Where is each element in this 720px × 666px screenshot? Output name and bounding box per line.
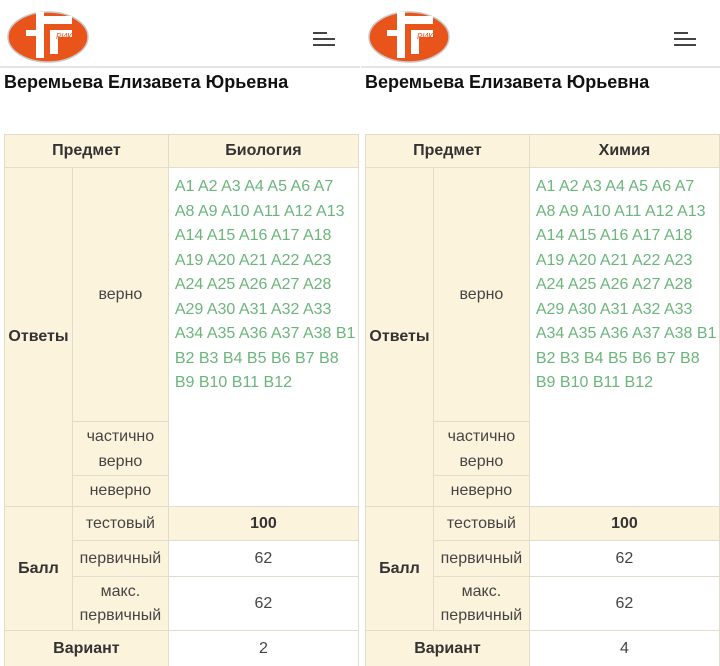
- partial-label: частично верно: [433, 422, 529, 476]
- subject-name: Химия: [529, 135, 719, 168]
- answer-item: B2: [174, 349, 195, 367]
- answer-item: A30: [206, 300, 236, 318]
- answer-item: A15: [206, 227, 236, 244]
- answer-item: A26: [599, 276, 629, 293]
- test-score-label: тестовый: [433, 507, 529, 541]
- answer-item: A38: [302, 325, 332, 342]
- answer-item: A38: [663, 325, 693, 342]
- answer-item: B5: [246, 349, 267, 367]
- correct-answers-list: [168, 168, 358, 507]
- primary-score-value: 62: [529, 541, 719, 577]
- header-divider: [361, 66, 720, 68]
- answer-item: A18: [302, 227, 332, 244]
- answer-item: A21: [238, 251, 268, 269]
- answer-item: A14: [535, 227, 565, 244]
- wrong-label: неверно: [72, 476, 168, 507]
- partial-label: частично верно: [72, 422, 168, 476]
- answer-item: B9: [174, 374, 195, 391]
- answer-item: A4: [605, 178, 625, 195]
- answer-item: B3: [559, 349, 580, 367]
- answers-label: Ответы: [5, 168, 73, 507]
- answer-item: A31: [599, 300, 629, 318]
- answer-item: A34: [535, 325, 565, 342]
- max-primary-label: макс. первичный: [72, 577, 168, 631]
- person-name: Веремьева Елизавета Юрьевна: [4, 72, 289, 92]
- answer-item: B11: [592, 374, 621, 391]
- answer-item: B10: [559, 374, 589, 391]
- correct-answers-list: [529, 168, 719, 507]
- answer-item: A11: [614, 202, 642, 220]
- answer-item: A12: [283, 202, 313, 220]
- site-header: [0, 0, 360, 66]
- results-table: [4, 134, 359, 666]
- answer-item: A28: [302, 276, 332, 293]
- logo-text: РИКЗ: [417, 32, 438, 41]
- answer-item: A3: [582, 178, 602, 195]
- score-label: Балл: [5, 507, 73, 631]
- answer-item: A24: [535, 276, 565, 293]
- answer-item: A23: [302, 251, 332, 269]
- answer-item: A33: [663, 300, 693, 318]
- answer-item: A35: [206, 325, 236, 342]
- header-divider: [0, 66, 360, 68]
- answer-item: A10: [582, 202, 611, 220]
- answer-item: A4: [244, 178, 264, 195]
- answer-item: A1: [174, 178, 195, 195]
- answer-item: A29: [174, 300, 204, 318]
- answer-item: A15: [567, 227, 597, 244]
- answer-item: A21: [599, 251, 629, 269]
- result-panel-chemistry: [361, 0, 720, 666]
- answer-item: A8: [174, 202, 195, 220]
- answer-item: A9: [197, 202, 218, 220]
- answer-item: A2: [197, 178, 218, 195]
- answer-item: A18: [663, 227, 693, 244]
- answer-item: A19: [535, 251, 565, 269]
- answer-item: A33: [302, 300, 332, 318]
- answer-item: A25: [567, 276, 597, 293]
- max-primary-value: 62: [168, 577, 358, 631]
- correct-label: верно: [72, 168, 168, 422]
- variant-value: 2: [168, 631, 358, 666]
- answer-item: B11: [231, 374, 260, 391]
- subject-header: Предмет: [5, 135, 169, 168]
- wrong-label: неверно: [433, 476, 529, 507]
- test-score-label: тестовый: [72, 507, 168, 541]
- max-primary-value: 62: [529, 577, 719, 631]
- answer-item: A34: [174, 325, 204, 342]
- answer-item: A37: [270, 325, 300, 342]
- answer-item: A24: [174, 276, 204, 293]
- answer-item: A16: [599, 227, 629, 244]
- variant-value: 4: [529, 631, 719, 666]
- answer-item: A14: [174, 227, 204, 244]
- answer-item: A5: [267, 178, 287, 195]
- answer-item: A11: [253, 202, 281, 220]
- max-primary-label: макс. первичный: [433, 577, 529, 631]
- answer-item: A17: [631, 227, 661, 244]
- answer-item: B2: [535, 349, 556, 367]
- answer-item: A32: [631, 300, 661, 318]
- answer-item: A1: [535, 178, 556, 195]
- answer-item: A7: [674, 178, 695, 195]
- answer-item: A29: [535, 300, 565, 318]
- person-name: Веремьева Елизавета Юрьевна: [365, 72, 650, 92]
- answer-item: A6: [651, 178, 672, 195]
- hamburger-menu-icon[interactable]: [674, 32, 696, 46]
- answer-item: B12: [624, 374, 654, 391]
- score-label: Балл: [366, 507, 434, 631]
- answer-item: A31: [238, 300, 268, 318]
- answer-item: A17: [270, 227, 300, 244]
- rikz-logo-icon[interactable]: [6, 8, 90, 71]
- answer-item: A3: [221, 178, 241, 195]
- answer-item: B4: [222, 349, 243, 367]
- subject-header: Предмет: [366, 135, 530, 168]
- answer-item: B12: [263, 374, 292, 391]
- variant-label: Вариант: [5, 631, 169, 666]
- answer-item: B8: [319, 349, 339, 367]
- site-header: [361, 0, 720, 66]
- answer-item: A16: [238, 227, 268, 244]
- answer-item: A10: [221, 202, 250, 220]
- answer-item: A27: [270, 276, 300, 293]
- variant-label: Вариант: [366, 631, 530, 666]
- answer-item: B1: [696, 325, 717, 342]
- answer-item: A27: [631, 276, 661, 293]
- answer-item: A6: [290, 178, 311, 195]
- results-table: [365, 134, 720, 666]
- answer-item: A28: [663, 276, 693, 293]
- answer-item: B7: [656, 349, 676, 367]
- answer-item: A30: [567, 300, 597, 318]
- logo-text: РИКЗ: [56, 32, 77, 41]
- answer-item: A36: [238, 325, 268, 342]
- answer-item: A23: [663, 251, 693, 269]
- answer-item: B4: [583, 349, 604, 367]
- answers-label: Ответы: [366, 168, 434, 507]
- primary-score-value: 62: [168, 541, 358, 577]
- test-score-value: 100: [168, 507, 358, 541]
- answer-item: B1: [335, 325, 356, 342]
- answer-item: A19: [174, 251, 204, 269]
- answer-item: B9: [535, 374, 556, 391]
- primary-score-label: первичный: [433, 541, 529, 577]
- correct-label: верно: [433, 168, 529, 422]
- subject-name: Биология: [168, 135, 358, 168]
- answer-item: B5: [607, 349, 628, 367]
- answer-item: A35: [567, 325, 597, 342]
- rikz-logo-icon[interactable]: [367, 8, 451, 71]
- answer-item: B8: [680, 349, 700, 367]
- answer-item: A7: [313, 178, 334, 195]
- test-score-value: 100: [529, 507, 719, 541]
- answer-item: A9: [559, 202, 579, 220]
- answer-item: B6: [631, 349, 652, 367]
- answer-item: A8: [535, 202, 556, 220]
- answer-item: A36: [599, 325, 629, 342]
- answer-item: B3: [198, 349, 219, 367]
- answer-item: A22: [270, 251, 300, 269]
- answer-item: A2: [559, 178, 579, 195]
- answer-item: A5: [628, 178, 648, 195]
- answer-item: B10: [198, 374, 228, 391]
- answer-item: A20: [567, 251, 597, 269]
- answer-item: A25: [206, 276, 236, 293]
- answer-item: A32: [270, 300, 300, 318]
- answer-item: A12: [645, 202, 674, 220]
- answer-item: B7: [294, 349, 315, 367]
- answer-item: A37: [631, 325, 661, 342]
- answer-item: A13: [316, 202, 345, 220]
- hamburger-menu-icon[interactable]: [313, 32, 335, 46]
- primary-score-label: первичный: [72, 541, 168, 577]
- answer-item: A20: [206, 251, 236, 269]
- answer-item: B6: [270, 349, 291, 367]
- answer-item: A22: [631, 251, 661, 269]
- answer-item: A13: [677, 202, 706, 220]
- answer-item: A26: [238, 276, 268, 293]
